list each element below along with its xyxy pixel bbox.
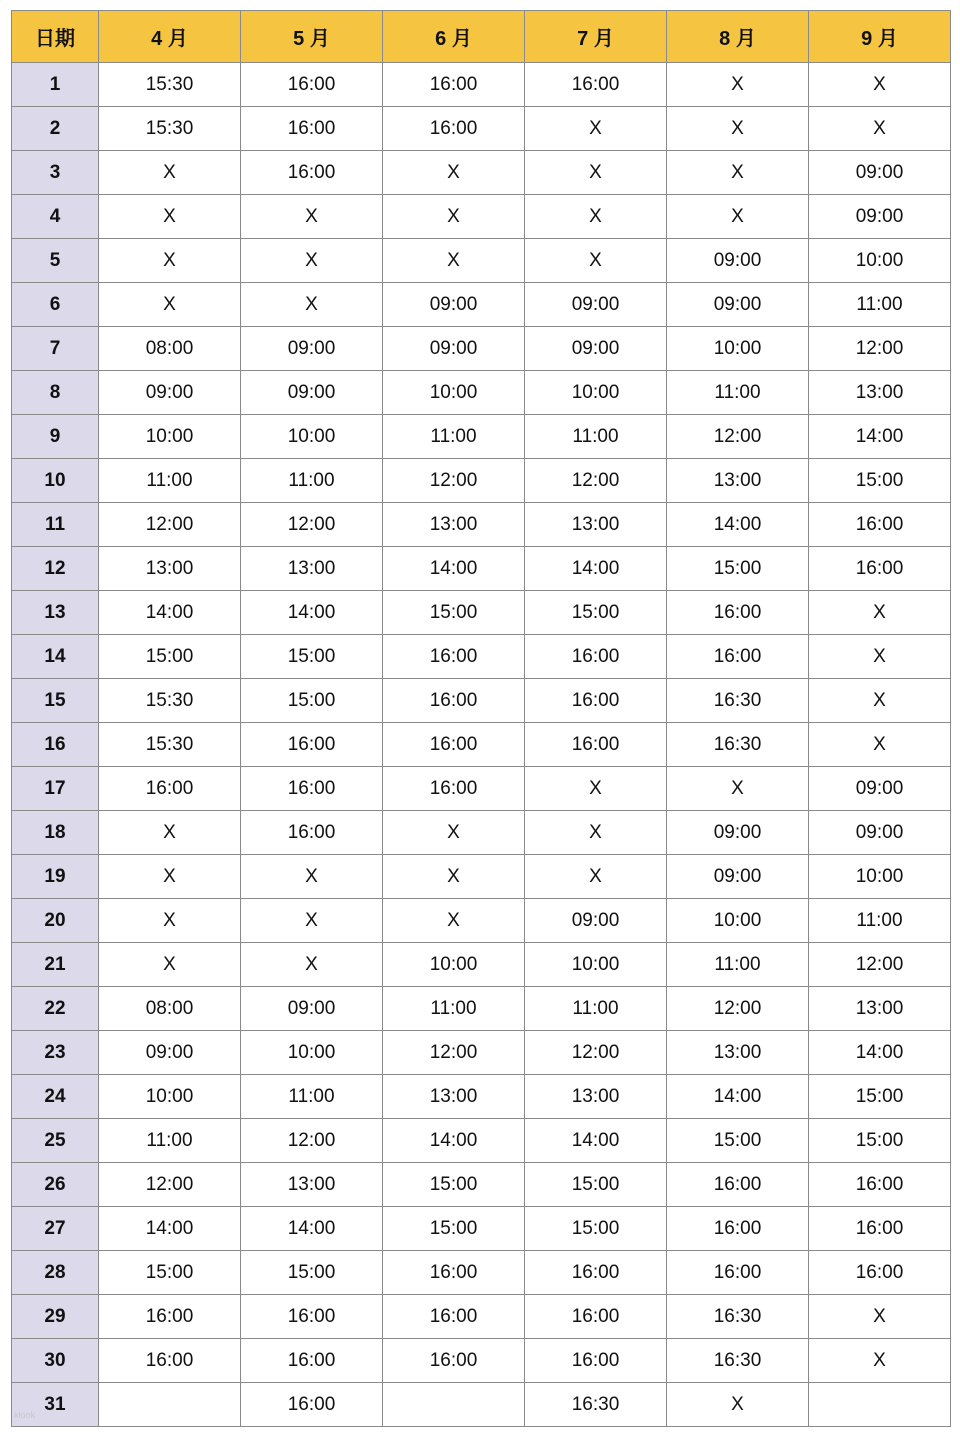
time-cell: 11:00 <box>241 459 383 503</box>
time-cell: 09:00 <box>241 327 383 371</box>
table-row <box>12 283 951 327</box>
time-cell: 16:00 <box>525 635 667 679</box>
time-cell: 16:00 <box>383 1251 525 1295</box>
time-cell: X <box>241 239 383 283</box>
table-header <box>12 11 951 63</box>
time-cell: 16:30 <box>667 1339 809 1383</box>
time-cell: 10:00 <box>667 899 809 943</box>
time-cell: 09:00 <box>525 283 667 327</box>
time-cell: 16:00 <box>525 679 667 723</box>
time-cell: X <box>99 855 241 899</box>
time-cell: 12:00 <box>809 327 951 371</box>
table-row <box>12 327 951 371</box>
time-cell: 11:00 <box>809 283 951 327</box>
time-cell: 14:00 <box>525 547 667 591</box>
time-cell: 16:00 <box>809 547 951 591</box>
time-cell: X <box>99 811 241 855</box>
day-number: 23 <box>12 1031 99 1075</box>
time-cell: 15:00 <box>241 679 383 723</box>
table-row <box>12 1383 951 1427</box>
time-cell: 16:00 <box>525 63 667 107</box>
time-cell: X <box>99 239 241 283</box>
time-cell: 16:00 <box>525 1295 667 1339</box>
time-cell: 09:00 <box>667 811 809 855</box>
header-date: 日期 <box>12 11 99 63</box>
time-cell: 16:00 <box>809 1163 951 1207</box>
day-number: 2 <box>12 107 99 151</box>
time-cell: 11:00 <box>383 987 525 1031</box>
time-cell: 12:00 <box>99 1163 241 1207</box>
table-row <box>12 107 951 151</box>
time-cell: 16:00 <box>525 1251 667 1295</box>
time-cell: 13:00 <box>667 1031 809 1075</box>
time-cell: 16:00 <box>241 63 383 107</box>
day-number: 29 <box>12 1295 99 1339</box>
time-cell: X <box>667 1383 809 1427</box>
header-month: 9 月 <box>809 11 951 63</box>
time-cell: 15:30 <box>99 107 241 151</box>
day-number: 28 <box>12 1251 99 1295</box>
time-cell: 16:00 <box>241 107 383 151</box>
table-row <box>12 679 951 723</box>
time-cell: X <box>99 151 241 195</box>
time-cell: X <box>99 943 241 987</box>
time-cell: 16:00 <box>241 1295 383 1339</box>
time-cell: X <box>241 283 383 327</box>
day-number: 25 <box>12 1119 99 1163</box>
time-cell: 16:00 <box>241 1339 383 1383</box>
time-cell: 13:00 <box>241 547 383 591</box>
time-cell: 15:00 <box>809 459 951 503</box>
time-cell: 09:00 <box>809 195 951 239</box>
table-row <box>12 239 951 283</box>
time-cell: 15:00 <box>383 1163 525 1207</box>
time-cell: 13:00 <box>99 547 241 591</box>
table-row <box>12 63 951 107</box>
time-cell: 11:00 <box>99 459 241 503</box>
day-number: 13 <box>12 591 99 635</box>
schedule-table <box>11 10 951 1427</box>
time-cell: 16:00 <box>241 151 383 195</box>
time-cell: 16:00 <box>383 1339 525 1383</box>
time-cell: 09:00 <box>667 283 809 327</box>
day-number: 8 <box>12 371 99 415</box>
time-cell: 11:00 <box>525 415 667 459</box>
day-number: 21 <box>12 943 99 987</box>
table-row <box>12 415 951 459</box>
day-number: 16 <box>12 723 99 767</box>
time-cell: 16:00 <box>667 1163 809 1207</box>
day-number: 3 <box>12 151 99 195</box>
time-cell: 08:00 <box>99 327 241 371</box>
time-cell: 12:00 <box>667 415 809 459</box>
day-number: 30 <box>12 1339 99 1383</box>
day-number: 12 <box>12 547 99 591</box>
time-cell: 16:00 <box>383 679 525 723</box>
time-cell: X <box>809 591 951 635</box>
time-cell: 14:00 <box>383 547 525 591</box>
time-cell: X <box>525 855 667 899</box>
time-cell: 12:00 <box>525 1031 667 1075</box>
day-number: 20 <box>12 899 99 943</box>
time-cell: 12:00 <box>383 459 525 503</box>
time-cell: 10:00 <box>241 415 383 459</box>
time-cell: 15:00 <box>99 1251 241 1295</box>
time-cell: 09:00 <box>667 239 809 283</box>
table-row <box>12 503 951 547</box>
time-cell: 09:00 <box>809 767 951 811</box>
table-row <box>12 1295 951 1339</box>
schedule-table-wrapper <box>11 10 951 1427</box>
time-cell: 16:00 <box>241 1383 383 1427</box>
time-cell: 10:00 <box>525 371 667 415</box>
time-cell: 16:00 <box>99 1295 241 1339</box>
table-row <box>12 987 951 1031</box>
table-row <box>12 943 951 987</box>
time-cell <box>383 1383 525 1427</box>
time-cell: 14:00 <box>809 415 951 459</box>
time-cell: X <box>525 811 667 855</box>
table-row <box>12 635 951 679</box>
time-cell: 16:00 <box>241 767 383 811</box>
time-cell: X <box>809 635 951 679</box>
time-cell: 12:00 <box>99 503 241 547</box>
time-cell <box>99 1383 241 1427</box>
time-cell: 14:00 <box>809 1031 951 1075</box>
time-cell: 09:00 <box>241 371 383 415</box>
time-cell: 16:00 <box>383 767 525 811</box>
time-cell: X <box>383 811 525 855</box>
time-cell: X <box>809 107 951 151</box>
time-cell: X <box>667 195 809 239</box>
time-cell: 13:00 <box>383 1075 525 1119</box>
time-cell: 16:30 <box>667 723 809 767</box>
time-cell: X <box>809 679 951 723</box>
table-row <box>12 1251 951 1295</box>
time-cell: X <box>241 899 383 943</box>
time-cell: X <box>99 195 241 239</box>
day-number: 9 <box>12 415 99 459</box>
time-cell: X <box>241 943 383 987</box>
table-body <box>12 63 951 1427</box>
day-number: 17 <box>12 767 99 811</box>
time-cell: X <box>383 151 525 195</box>
header-row <box>12 11 951 63</box>
table-row <box>12 371 951 415</box>
table-row <box>12 547 951 591</box>
time-cell: 09:00 <box>99 1031 241 1075</box>
time-cell: 16:30 <box>667 679 809 723</box>
time-cell: 14:00 <box>99 591 241 635</box>
time-cell: 16:00 <box>525 723 667 767</box>
time-cell: 15:30 <box>99 679 241 723</box>
time-cell: X <box>383 239 525 283</box>
header-month: 8 月 <box>667 11 809 63</box>
time-cell: 16:00 <box>383 1295 525 1339</box>
time-cell: 13:00 <box>667 459 809 503</box>
time-cell: 09:00 <box>525 327 667 371</box>
time-cell: 12:00 <box>241 503 383 547</box>
day-number: 4 <box>12 195 99 239</box>
time-cell: 12:00 <box>241 1119 383 1163</box>
time-cell: 09:00 <box>809 151 951 195</box>
time-cell: 14:00 <box>383 1119 525 1163</box>
table-row <box>12 151 951 195</box>
time-cell: 15:00 <box>667 547 809 591</box>
time-cell: 15:00 <box>525 591 667 635</box>
time-cell: 15:00 <box>809 1119 951 1163</box>
day-number: 10 <box>12 459 99 503</box>
time-cell: 14:00 <box>241 591 383 635</box>
time-cell: 11:00 <box>809 899 951 943</box>
time-cell: X <box>525 107 667 151</box>
time-cell: 16:00 <box>99 1339 241 1383</box>
time-cell: 16:00 <box>241 723 383 767</box>
time-cell: X <box>241 195 383 239</box>
time-cell: X <box>809 63 951 107</box>
table-row <box>12 1207 951 1251</box>
time-cell: 16:00 <box>809 1251 951 1295</box>
time-cell: 13:00 <box>241 1163 383 1207</box>
time-cell: 15:00 <box>809 1075 951 1119</box>
time-cell: 15:00 <box>525 1207 667 1251</box>
time-cell: 10:00 <box>667 327 809 371</box>
time-cell: 09:00 <box>99 371 241 415</box>
time-cell: X <box>809 723 951 767</box>
time-cell: X <box>99 899 241 943</box>
time-cell: 09:00 <box>383 327 525 371</box>
time-cell: 15:00 <box>241 635 383 679</box>
table-row <box>12 1075 951 1119</box>
time-cell: X <box>525 195 667 239</box>
time-cell: X <box>667 107 809 151</box>
time-cell: 16:00 <box>383 63 525 107</box>
table-row <box>12 767 951 811</box>
time-cell: 12:00 <box>667 987 809 1031</box>
time-cell: 13:00 <box>383 503 525 547</box>
time-cell: 15:00 <box>99 635 241 679</box>
time-cell: 16:00 <box>383 635 525 679</box>
table-row <box>12 195 951 239</box>
day-number: 19 <box>12 855 99 899</box>
time-cell: 15:30 <box>99 63 241 107</box>
time-cell: 09:00 <box>809 811 951 855</box>
day-number: 7 <box>12 327 99 371</box>
day-number: 6 <box>12 283 99 327</box>
time-cell: 10:00 <box>99 415 241 459</box>
time-cell: 13:00 <box>525 503 667 547</box>
header-month: 4 月 <box>99 11 241 63</box>
time-cell: 09:00 <box>525 899 667 943</box>
table-row <box>12 899 951 943</box>
day-number: 22 <box>12 987 99 1031</box>
day-number: 26 <box>12 1163 99 1207</box>
time-cell: 14:00 <box>241 1207 383 1251</box>
time-cell: 15:00 <box>667 1119 809 1163</box>
time-cell: 16:00 <box>241 811 383 855</box>
time-cell: X <box>809 1339 951 1383</box>
time-cell: 16:00 <box>99 767 241 811</box>
time-cell: X <box>383 899 525 943</box>
time-cell: X <box>99 283 241 327</box>
time-cell: 11:00 <box>383 415 525 459</box>
time-cell: 15:30 <box>99 723 241 767</box>
time-cell: 12:00 <box>809 943 951 987</box>
time-cell: 16:00 <box>383 107 525 151</box>
table-row <box>12 723 951 767</box>
watermark-logo: klook <box>14 1410 36 1420</box>
header-month: 6 月 <box>383 11 525 63</box>
day-number: 14 <box>12 635 99 679</box>
table-row <box>12 459 951 503</box>
time-cell: 12:00 <box>383 1031 525 1075</box>
header-month: 7 月 <box>525 11 667 63</box>
day-number: 31 <box>12 1383 99 1427</box>
time-cell: X <box>383 195 525 239</box>
time-cell: 09:00 <box>383 283 525 327</box>
time-cell: 10:00 <box>241 1031 383 1075</box>
table-row <box>12 811 951 855</box>
header-month: 5 月 <box>241 11 383 63</box>
time-cell: X <box>667 63 809 107</box>
time-cell: 13:00 <box>809 371 951 415</box>
time-cell: 16:00 <box>667 635 809 679</box>
time-cell: 09:00 <box>241 987 383 1031</box>
time-cell: 14:00 <box>99 1207 241 1251</box>
time-cell: 10:00 <box>383 371 525 415</box>
time-cell: 15:00 <box>241 1251 383 1295</box>
time-cell: X <box>525 151 667 195</box>
time-cell: 14:00 <box>667 503 809 547</box>
time-cell: 16:00 <box>383 723 525 767</box>
time-cell: 11:00 <box>525 987 667 1031</box>
time-cell: 08:00 <box>99 987 241 1031</box>
day-number: 27 <box>12 1207 99 1251</box>
time-cell: 10:00 <box>383 943 525 987</box>
table-row <box>12 591 951 635</box>
time-cell: 10:00 <box>809 239 951 283</box>
time-cell: X <box>667 767 809 811</box>
time-cell: X <box>241 855 383 899</box>
table-row <box>12 855 951 899</box>
time-cell: 11:00 <box>667 943 809 987</box>
time-cell: 13:00 <box>525 1075 667 1119</box>
time-cell: 14:00 <box>667 1075 809 1119</box>
day-number: 11 <box>12 503 99 547</box>
time-cell: 12:00 <box>525 459 667 503</box>
time-cell: 10:00 <box>809 855 951 899</box>
time-cell: X <box>525 767 667 811</box>
day-number: 1 <box>12 63 99 107</box>
day-number: 24 <box>12 1075 99 1119</box>
time-cell: 16:30 <box>525 1383 667 1427</box>
time-cell: 16:00 <box>667 591 809 635</box>
time-cell: 15:00 <box>525 1163 667 1207</box>
time-cell: 16:30 <box>667 1295 809 1339</box>
time-cell: 16:00 <box>667 1251 809 1295</box>
time-cell: 09:00 <box>667 855 809 899</box>
time-cell: 14:00 <box>525 1119 667 1163</box>
time-cell: 10:00 <box>99 1075 241 1119</box>
time-cell: 13:00 <box>809 987 951 1031</box>
day-number: 18 <box>12 811 99 855</box>
time-cell: 11:00 <box>241 1075 383 1119</box>
time-cell: X <box>525 239 667 283</box>
time-cell: 16:00 <box>525 1339 667 1383</box>
day-number: 5 <box>12 239 99 283</box>
table-row <box>12 1163 951 1207</box>
day-number: 15 <box>12 679 99 723</box>
time-cell: 10:00 <box>525 943 667 987</box>
table-row <box>12 1031 951 1075</box>
time-cell: 11:00 <box>99 1119 241 1163</box>
time-cell: 11:00 <box>667 371 809 415</box>
time-cell <box>809 1383 951 1427</box>
time-cell: 16:00 <box>809 503 951 547</box>
time-cell: 15:00 <box>383 1207 525 1251</box>
table-row <box>12 1119 951 1163</box>
time-cell: 16:00 <box>667 1207 809 1251</box>
table-row <box>12 1339 951 1383</box>
time-cell: X <box>383 855 525 899</box>
time-cell: X <box>809 1295 951 1339</box>
time-cell: 16:00 <box>809 1207 951 1251</box>
time-cell: X <box>667 151 809 195</box>
time-cell: 15:00 <box>383 591 525 635</box>
